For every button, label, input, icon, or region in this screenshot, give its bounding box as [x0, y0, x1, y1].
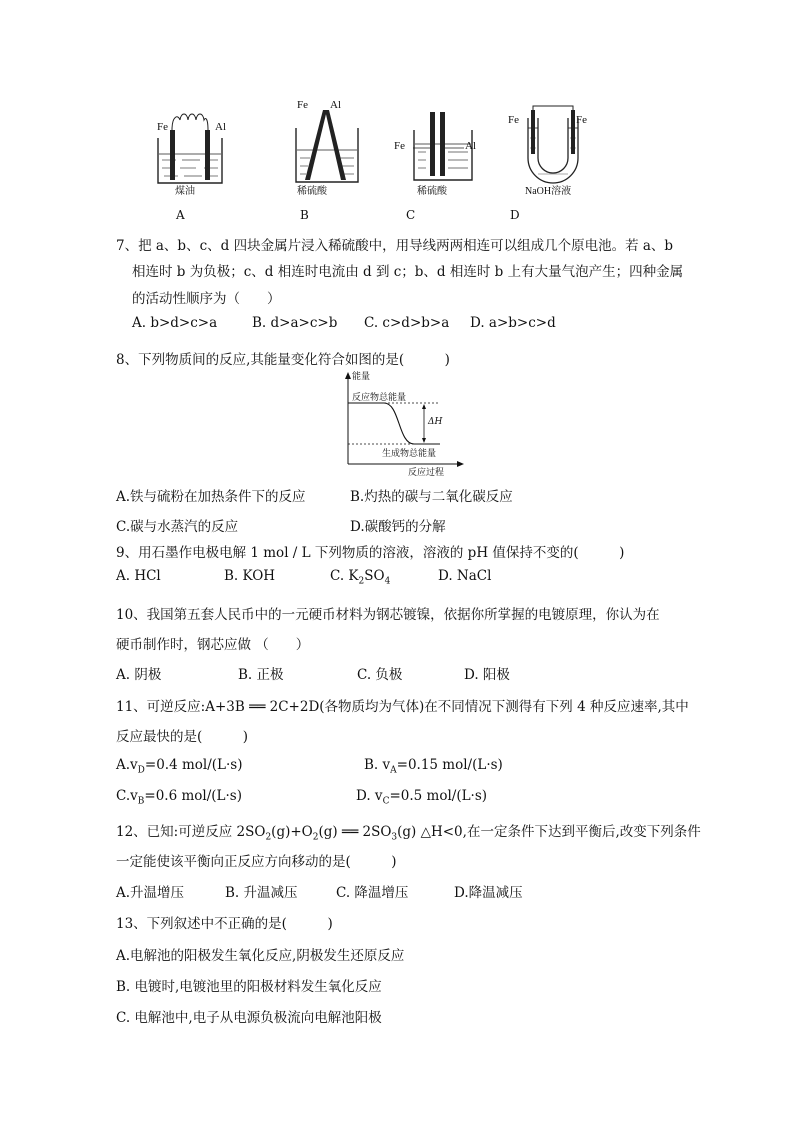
q11-option-c-rest: =0.6 mol/(L·s) [144, 788, 242, 804]
q11-option-d [356, 788, 487, 807]
fig-a-solution: 煤油 [175, 186, 195, 197]
q9-option-c-sub1: 2 [358, 576, 365, 587]
q11-option-c [116, 788, 242, 807]
fig-b-left-label: Fe [297, 99, 308, 111]
fig-b-solution: 稀硫酸 [297, 186, 327, 197]
q12-sub-c: 3 [391, 832, 398, 843]
q12-sub-a: 2 [265, 832, 272, 843]
q12-line1-b: (g)+O [271, 824, 313, 840]
q12-line1-d: (g) △H<0,在一定条件下达到平衡后,改变下列条件 [397, 824, 701, 840]
q8-option-a: A.铁与硫粉在加热条件下的反应 [116, 489, 306, 505]
q8-option-b: B.灼热的碳与二氧化碳反应 [350, 489, 513, 505]
q11-option-a-rest: =0.4 mol/(L·s) [144, 757, 243, 773]
q13-option-c: C. 电解池中,电子从电源负极流向电解池阳极 [116, 1010, 382, 1026]
q10-option-c: C. 负极 [357, 667, 403, 683]
q7-option-a: A. b>d>c>a [132, 315, 218, 331]
q10-line2: 硬币制作时，钢芯应做 （ ） [116, 637, 310, 653]
fig-c-left-label: Fe [394, 140, 405, 152]
fig-c-right-label: Al [465, 140, 476, 152]
q11-line1: 11、可逆反应:A+3B ══ 2C+2D(各物质均为气体)在不同情况下测得有下列 4 种反应速率,其中 [116, 699, 689, 715]
q12-line2: 一定能使该平衡向正反应方向移动的是( ) [116, 854, 397, 870]
q12-option-b: B. 升温减压 [225, 885, 298, 901]
q12-line1-a: 12、已知:可逆反应 2SO [116, 824, 266, 840]
q10-option-b: B. 正极 [238, 667, 284, 683]
fig-d-left-label: Fe [508, 114, 519, 126]
q11-option-b-sub: A [390, 765, 397, 776]
fig-a-left-label: Fe [157, 121, 168, 133]
q11-option-c-v: C.v [116, 788, 138, 804]
q10-line1: 10、我国第五套人民币中的一元硬币材料为钢芯镀镍，依据你所掌握的电镀原理，你认为在 [116, 607, 660, 623]
q11-option-a-sub: D [137, 765, 145, 776]
fig-c-solution: 稀硫酸 [417, 186, 447, 197]
energy-axis-label: 能量 [352, 372, 371, 382]
q9-option-a: A. HCl [116, 568, 161, 584]
energy-diagram [340, 370, 470, 478]
q12-line1 [116, 820, 701, 843]
fig-d-solution: NaOH溶液 [525, 186, 572, 197]
fig-d-right-label: Fe [576, 114, 587, 126]
q11-option-b-v: B. v [364, 757, 391, 773]
q12-option-d: D.降温减压 [454, 885, 523, 901]
q13-option-b: B. 电镀时,电镀池里的阳极材料发生氧化反应 [116, 979, 382, 995]
q8-option-c: C.碳与水蒸汽的反应 [116, 519, 239, 535]
q11-option-a [116, 757, 242, 776]
q12-sub-b: 2 [312, 832, 319, 843]
q9-option-d: D. NaCl [438, 568, 492, 584]
q7-line1: 7、把 a、b、c、d 四块金属片浸入稀硫酸中，用导线两两相连可以组成几个原电池。若 a、b [116, 238, 674, 254]
q11-option-d-v: D. v [356, 788, 383, 804]
q12-line1-c: (g) ══ 2SO [318, 824, 392, 840]
product-energy-label: 生成物总能量 [382, 449, 437, 459]
q13-option-a: A.电解池的阳极发生氧化反应,阴极发生还原反应 [116, 948, 405, 964]
q9-option-c-mid: SO [364, 568, 385, 584]
q7-line3: 的活动性顺序为（ ） [132, 291, 281, 307]
q8-stem: 8、下列物质间的反应,其能量变化符合如图的是( ) [116, 352, 450, 368]
q9-option-b: B. KOH [224, 568, 276, 584]
q11-line2: 反应最快的是( ) [116, 729, 249, 745]
q11-option-b [364, 757, 503, 776]
delta-h-label: ΔH [428, 417, 443, 427]
q7-line2: 相连时 b 为负极；c、d 相连时电流由 d 到 c；b、d 相连时 b 上有大量气泡产生；四种金属 [132, 264, 684, 280]
q11-option-c-sub: B [137, 796, 145, 807]
fig-a-letter: A [176, 208, 185, 222]
q9-option-c-sub2: 4 [384, 576, 391, 587]
fig-a-right-label: Al [215, 121, 226, 133]
q10-option-a: A. 阴极 [116, 667, 162, 683]
q8-option-d: D.碳酸钙的分解 [350, 519, 446, 535]
q11-option-d-sub: C [382, 796, 390, 807]
q11-option-a-v: A.v [116, 757, 138, 773]
q9-option-c [330, 568, 390, 587]
q9-option-c-pre: C. K [330, 568, 359, 584]
q7-option-b: B. d>a>c>b [252, 315, 338, 331]
q9-stem: 9、用石墨作电极电解 1 mol / L 下列物质的溶液，溶液的 pH 值保持不变的( ) [116, 545, 625, 561]
fig-b-right-label: Al [330, 99, 341, 111]
reactant-energy-label: 反应物总能量 [352, 393, 407, 403]
fig-d-letter: D [510, 208, 520, 222]
fig-c-letter: C [406, 208, 416, 222]
q12-option-c: C. 降温增压 [336, 885, 409, 901]
q7-option-d: D. a>b>c>d [470, 315, 556, 331]
reaction-process-label: 反应过程 [408, 468, 445, 478]
q7-option-c: C. c>d>b>a [364, 315, 450, 331]
q10-option-d: D. 阳极 [464, 667, 510, 683]
q13-stem: 13、下列叙述中不正确的是( ) [116, 916, 333, 932]
q11-option-b-rest: =0.15 mol/(L·s) [396, 757, 503, 773]
fig-b-letter: B [300, 208, 309, 222]
q12-option-a: A.升温增压 [116, 885, 185, 901]
q11-option-d-rest: =0.5 mol/(L·s) [389, 788, 488, 804]
